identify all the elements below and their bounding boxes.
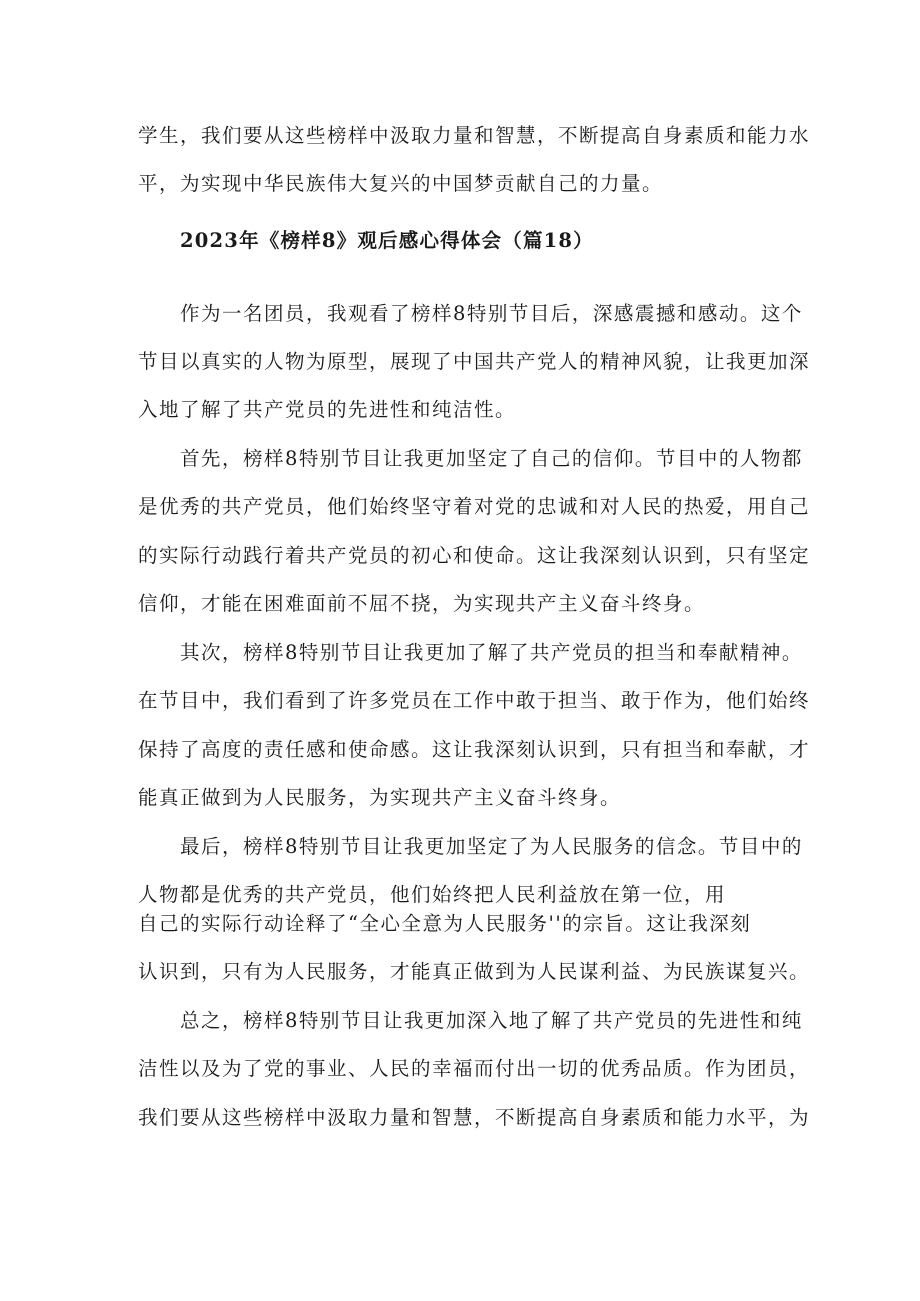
para1-line-2: 节目以真实的人物为原型，展现了中国共产党人的精神风貌，让我更加深 [138, 350, 811, 373]
para5-line-1: 总之，榜样8特别节目让我更加深入地了解了共产党员的先进性和纯 [180, 1009, 803, 1032]
section-heading: 2023年《榜样8》观后感心得体会（篇18） [180, 229, 594, 252]
intro-line-1: 学生，我们要从这些榜样中汲取力量和智慧，不断提高自身素质和能力水 [138, 124, 811, 147]
para4-line-4: 认识到，只有为人民服务，才能真正做到为人民谋利益、为民族谋复兴。 [138, 960, 811, 983]
intro-line-2: 平，为实现中华民族伟大复兴的中国梦贡献自己的力量。 [138, 172, 664, 195]
para4-line-3: 自己的实际行动诠释了“全心全意为人民服务''的宗旨。这让我深刻 [138, 912, 752, 935]
para3-line-1: 其次，榜样8特别节目让我更加了解了共产党员的担当和奉献精神。 [180, 641, 803, 664]
para1-line-1: 作为一名团员，我观看了榜样8特别节目后，深感震撼和感动。这个 [180, 302, 803, 325]
para3-line-4: 能真正做到为人民服务，为实现共产主义奋斗终身。 [138, 786, 622, 809]
para5-line-3: 我们要从这些榜样中汲取力量和智慧，不断提高自身素质和能力水平，为 [138, 1106, 811, 1129]
para2-line-2: 是优秀的共产党员，他们始终坚守着对党的忠诚和对人民的热爱，用自己 [138, 495, 811, 518]
para3-line-3: 保持了高度的责任感和使命感。这让我深刻认识到，只有担当和奉献，才 [138, 738, 811, 761]
para4-line-2: 人物都是优秀的共产党员，他们始终把人民利益放在第一位，用 [138, 883, 727, 906]
para3-line-2: 在节目中，我们看到了许多党员在工作中敢于担当、敢于作为，他们始终 [138, 689, 811, 712]
para2-line-3: 的实际行动践行着共产党员的初心和使命。这让我深刻认识到，只有坚定 [138, 544, 811, 567]
para5-line-2: 洁性以及为了党的事业、人民的幸福而付出一切的优秀品质。作为团员， [138, 1057, 811, 1080]
para2-line-4: 信仰，才能在困难面前不屈不挠，为实现共产主义奋斗终身。 [138, 592, 706, 615]
para2-line-1: 首先，榜样8特别节目让我更加坚定了自己的信仰。节目中的人物都 [180, 447, 803, 470]
para1-line-3: 入地了解了共产党员的先进性和纯洁性。 [138, 398, 517, 421]
para4-line-1: 最后，榜样8特别节目让我更加坚定了为人民服务的信念。节目中的 [180, 835, 803, 858]
